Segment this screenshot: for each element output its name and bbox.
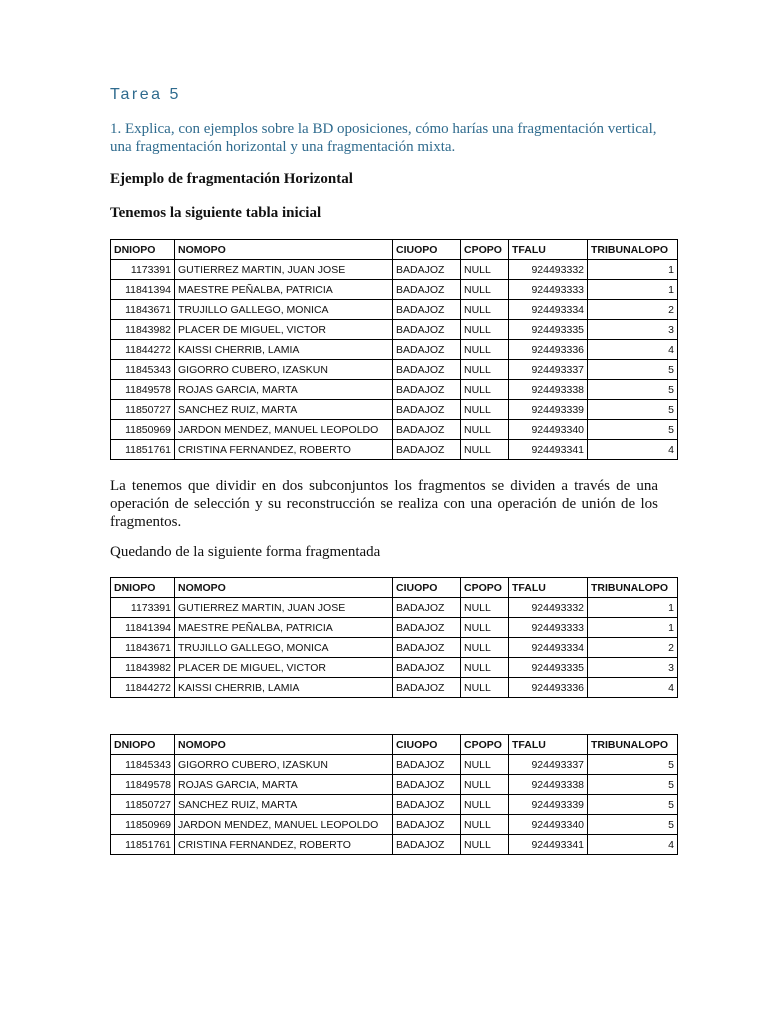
- table-cell: BADAJOZ: [393, 360, 461, 380]
- table-cell: 4: [588, 678, 678, 698]
- table-row: [111, 775, 678, 795]
- table-header-row: [111, 735, 678, 755]
- table-cell: NULL: [461, 300, 509, 320]
- table-cell: TRUJILLO GALLEGO, MONICA: [175, 638, 393, 658]
- table-row: [111, 598, 678, 618]
- fragment-2-table: [110, 734, 678, 855]
- table-cell: 11850727: [111, 400, 175, 420]
- table-cell: MAESTRE PEÑALBA, PATRICIA: [175, 280, 393, 300]
- table-cell: 1: [588, 598, 678, 618]
- table-cell: 1: [588, 618, 678, 638]
- column-header: DNIOPO: [111, 578, 175, 598]
- table-cell: 924493335: [509, 658, 588, 678]
- table-cell: NULL: [461, 638, 509, 658]
- table-cell: 2: [588, 300, 678, 320]
- table-cell: BADAJOZ: [393, 815, 461, 835]
- table-cell: 11841394: [111, 618, 175, 638]
- table-cell: 11849578: [111, 775, 175, 795]
- table-cell: BADAJOZ: [393, 300, 461, 320]
- table-cell: NULL: [461, 320, 509, 340]
- table-row: [111, 420, 678, 440]
- table-cell: 924493332: [509, 260, 588, 280]
- table-cell: 924493340: [509, 815, 588, 835]
- table-cell: 924493340: [509, 420, 588, 440]
- table-cell: SANCHEZ RUIZ, MARTA: [175, 400, 393, 420]
- table-cell: PLACER DE MIGUEL, VICTOR: [175, 320, 393, 340]
- table-cell: 924493333: [509, 280, 588, 300]
- table-cell: 924493335: [509, 320, 588, 340]
- table-cell: 11850727: [111, 795, 175, 815]
- table-row: [111, 320, 678, 340]
- table-cell: 1173391: [111, 598, 175, 618]
- table-cell: CRISTINA FERNANDEZ, ROBERTO: [175, 835, 393, 855]
- table-cell: 11851761: [111, 835, 175, 855]
- table-cell: 11850969: [111, 815, 175, 835]
- table-cell: 11845343: [111, 360, 175, 380]
- table-row: [111, 260, 678, 280]
- page-title: Tarea 5: [110, 86, 181, 103]
- table-cell: NULL: [461, 280, 509, 300]
- table-cell: NULL: [461, 260, 509, 280]
- column-header: TFALU: [509, 240, 588, 260]
- table-cell: 924493334: [509, 300, 588, 320]
- column-header: CPOPO: [461, 578, 509, 598]
- table-cell: 5: [588, 360, 678, 380]
- table-cell: SANCHEZ RUIZ, MARTA: [175, 795, 393, 815]
- table-cell: KAISSI CHERRIB, LAMIA: [175, 340, 393, 360]
- table-cell: NULL: [461, 755, 509, 775]
- table-cell: BADAJOZ: [393, 320, 461, 340]
- table-cell: BADAJOZ: [393, 440, 461, 460]
- table-row: [111, 280, 678, 300]
- table-cell: 5: [588, 755, 678, 775]
- table-cell: 5: [588, 815, 678, 835]
- initial-table: [110, 239, 678, 460]
- table-cell: NULL: [461, 775, 509, 795]
- table-row: [111, 755, 678, 775]
- table-cell: ROJAS GARCIA, MARTA: [175, 775, 393, 795]
- table-cell: BADAJOZ: [393, 598, 461, 618]
- column-header: CIUOPO: [393, 578, 461, 598]
- table-cell: 11843671: [111, 300, 175, 320]
- column-header: CIUOPO: [393, 735, 461, 755]
- table-cell: 924493338: [509, 775, 588, 795]
- column-header: NOMOPO: [175, 578, 393, 598]
- table-cell: 924493339: [509, 795, 588, 815]
- table-cell: NULL: [461, 420, 509, 440]
- table-cell: 11851761: [111, 440, 175, 460]
- table-cell: 1: [588, 260, 678, 280]
- table-cell: 924493333: [509, 618, 588, 638]
- table-cell: 924493337: [509, 360, 588, 380]
- table-cell: NULL: [461, 618, 509, 638]
- table-cell: BADAJOZ: [393, 420, 461, 440]
- table-cell: NULL: [461, 658, 509, 678]
- section-heading: Ejemplo de fragmentación Horizontal: [110, 171, 353, 187]
- table-cell: 924493337: [509, 755, 588, 775]
- table-cell: 4: [588, 835, 678, 855]
- table-cell: 924493338: [509, 380, 588, 400]
- table-cell: 11844272: [111, 678, 175, 698]
- table-cell: BADAJOZ: [393, 638, 461, 658]
- column-header: TRIBUNALOPO: [588, 735, 678, 755]
- table-cell: NULL: [461, 815, 509, 835]
- column-header: DNIOPO: [111, 735, 175, 755]
- table-cell: 924493339: [509, 400, 588, 420]
- column-header: NOMOPO: [175, 240, 393, 260]
- table-row: [111, 400, 678, 420]
- table-cell: NULL: [461, 795, 509, 815]
- table-row: [111, 658, 678, 678]
- table-cell: BADAJOZ: [393, 755, 461, 775]
- table-cell: 5: [588, 420, 678, 440]
- table-header-row: [111, 240, 678, 260]
- column-header: NOMOPO: [175, 735, 393, 755]
- table-row: [111, 795, 678, 815]
- table-cell: BADAJOZ: [393, 400, 461, 420]
- table-cell: 2: [588, 638, 678, 658]
- table-cell: BADAJOZ: [393, 340, 461, 360]
- table-cell: NULL: [461, 678, 509, 698]
- table-row: [111, 440, 678, 460]
- table-cell: 3: [588, 658, 678, 678]
- table-row: [111, 340, 678, 360]
- table-row: [111, 380, 678, 400]
- table-cell: 5: [588, 775, 678, 795]
- table-cell: BADAJOZ: [393, 280, 461, 300]
- table-cell: 4: [588, 440, 678, 460]
- fragmented-intro: Quedando de la siguiente forma fragmentada: [110, 544, 381, 560]
- table-cell: 5: [588, 795, 678, 815]
- table-cell: GUTIERREZ MARTIN, JUAN JOSE: [175, 598, 393, 618]
- table-header-row: [111, 578, 678, 598]
- initial-table-heading: Tenemos la siguiente tabla inicial: [110, 205, 322, 221]
- column-header: DNIOPO: [111, 240, 175, 260]
- table-cell: BADAJOZ: [393, 618, 461, 638]
- table-cell: 11843671: [111, 638, 175, 658]
- table-cell: BADAJOZ: [393, 775, 461, 795]
- table-cell: PLACER DE MIGUEL, VICTOR: [175, 658, 393, 678]
- table-cell: BADAJOZ: [393, 260, 461, 280]
- table-cell: 3: [588, 320, 678, 340]
- table-cell: 4: [588, 340, 678, 360]
- table-cell: 1173391: [111, 260, 175, 280]
- column-header: TFALU: [509, 578, 588, 598]
- table-row: [111, 835, 678, 855]
- column-header: CPOPO: [461, 240, 509, 260]
- table-cell: 924493341: [509, 835, 588, 855]
- table-row: [111, 618, 678, 638]
- table-cell: MAESTRE PEÑALBA, PATRICIA: [175, 618, 393, 638]
- table-cell: NULL: [461, 835, 509, 855]
- table-cell: BADAJOZ: [393, 835, 461, 855]
- table-cell: 11844272: [111, 340, 175, 360]
- table-cell: 924493334: [509, 638, 588, 658]
- table-cell: JARDON MENDEZ, MANUEL LEOPOLDO: [175, 420, 393, 440]
- question-text: 1. Explica, con ejemplos sobre la BD oposiciones, cómo harías una fragmentación vertical, una fragmentación horizontal y una fragmentación mixta.: [110, 121, 657, 155]
- table-cell: NULL: [461, 380, 509, 400]
- table-cell: BADAJOZ: [393, 380, 461, 400]
- explanation-paragraph: La tenemos que dividir en dos subconjuntos los fragmentos se dividen a través de una operación de selección y su reconstrucción se realiza con una operación de unión de los fragmentos.: [110, 478, 658, 530]
- column-header: CPOPO: [461, 735, 509, 755]
- table-cell: NULL: [461, 440, 509, 460]
- table-cell: KAISSI CHERRIB, LAMIA: [175, 678, 393, 698]
- table-cell: 5: [588, 400, 678, 420]
- column-header: CIUOPO: [393, 240, 461, 260]
- table-cell: 11845343: [111, 755, 175, 775]
- table-cell: NULL: [461, 360, 509, 380]
- table-row: [111, 638, 678, 658]
- table-cell: GUTIERREZ MARTIN, JUAN JOSE: [175, 260, 393, 280]
- table-cell: 11850969: [111, 420, 175, 440]
- table-cell: JARDON MENDEZ, MANUEL LEOPOLDO: [175, 815, 393, 835]
- table-cell: NULL: [461, 340, 509, 360]
- table-cell: 11841394: [111, 280, 175, 300]
- table-cell: 11843982: [111, 658, 175, 678]
- table-cell: 5: [588, 380, 678, 400]
- table-cell: ROJAS GARCIA, MARTA: [175, 380, 393, 400]
- table-cell: 924493341: [509, 440, 588, 460]
- table-cell: 11843982: [111, 320, 175, 340]
- fragment-1-table: [110, 577, 678, 698]
- table-cell: BADAJOZ: [393, 678, 461, 698]
- table-cell: CRISTINA FERNANDEZ, ROBERTO: [175, 440, 393, 460]
- column-header: TRIBUNALOPO: [588, 240, 678, 260]
- table-row: [111, 360, 678, 380]
- table-cell: 1: [588, 280, 678, 300]
- table-cell: TRUJILLO GALLEGO, MONICA: [175, 300, 393, 320]
- table-cell: BADAJOZ: [393, 795, 461, 815]
- column-header: TRIBUNALOPO: [588, 578, 678, 598]
- table-cell: GIGORRO CUBERO, IZASKUN: [175, 360, 393, 380]
- table-cell: 924493336: [509, 340, 588, 360]
- table-cell: BADAJOZ: [393, 658, 461, 678]
- table-row: [111, 300, 678, 320]
- table-cell: 924493332: [509, 598, 588, 618]
- table-row: [111, 678, 678, 698]
- table-cell: NULL: [461, 400, 509, 420]
- column-header: TFALU: [509, 735, 588, 755]
- table-cell: NULL: [461, 598, 509, 618]
- table-row: [111, 815, 678, 835]
- table-cell: GIGORRO CUBERO, IZASKUN: [175, 755, 393, 775]
- table-cell: 11849578: [111, 380, 175, 400]
- table-cell: 924493336: [509, 678, 588, 698]
